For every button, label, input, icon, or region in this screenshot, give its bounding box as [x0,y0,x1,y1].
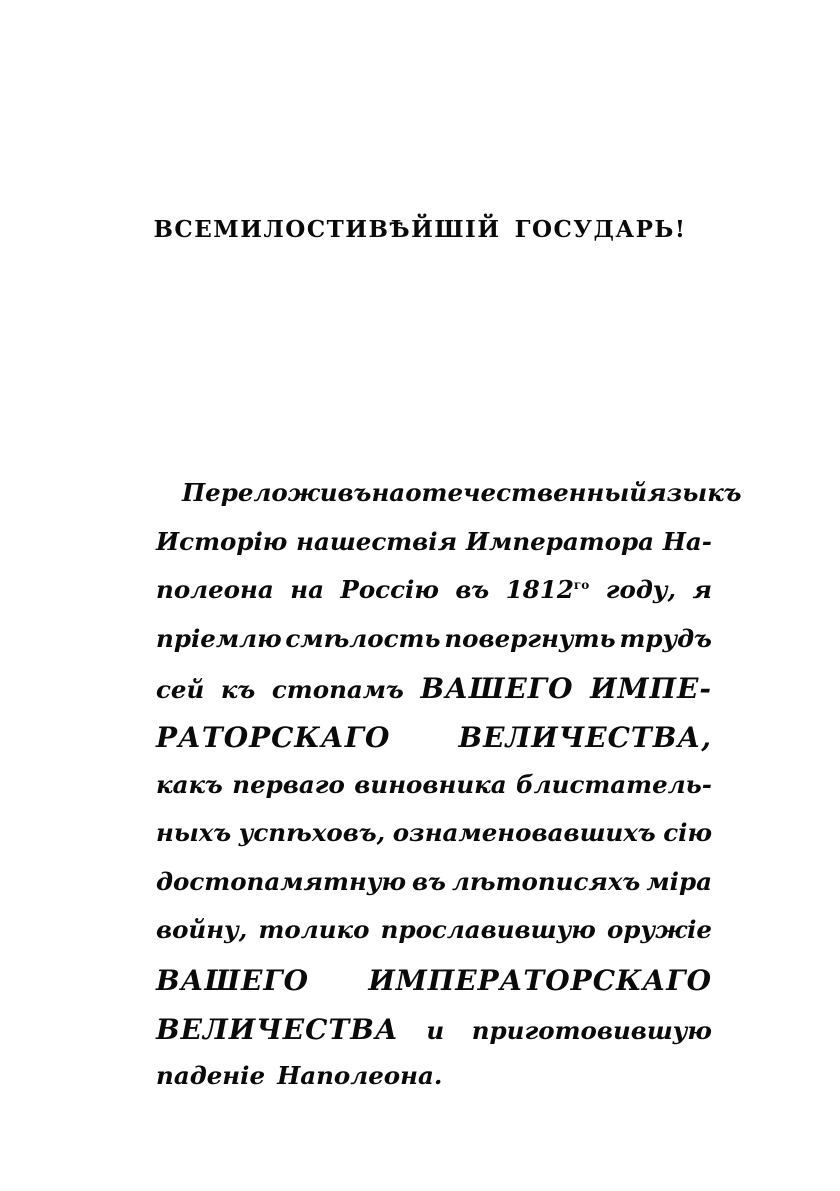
word: Переложивъ [182,478,372,507]
text-line [156,575,712,624]
word: виновника [354,769,507,799]
text-line [156,1061,712,1110]
word: отечественный [405,478,648,507]
word-caps: ВАШЕГО [420,672,574,706]
word-caps: ИМПЕРАТОРСКАГО [368,963,712,997]
word: я [692,575,712,605]
word: нашествія [296,526,458,556]
word: въ [455,575,490,605]
dedication-body [156,478,742,1110]
word: языкъ [647,478,742,507]
text-line [156,527,712,576]
word: и [426,1015,445,1045]
word: сію [663,818,712,848]
word: міра [646,866,712,896]
dedication-heading [0,216,840,243]
text-line [156,721,712,770]
word: пріемлю [156,623,282,653]
word: войну, [156,915,248,945]
word-caps: ВЕЛИЧЕСТВА [156,1012,399,1046]
word: лѣтописяхъ [451,866,641,896]
word: Императора [465,526,654,556]
word: ныхъ [156,818,232,848]
word: къ [220,675,256,705]
text-line [156,624,712,673]
word: блистатель- [516,769,712,799]
heading-address: ВСЕМИЛОСТИВѢЙШІЙ [153,216,501,243]
word: Наполеона. [277,1061,443,1091]
word: трудъ [619,623,712,653]
text-line [156,867,712,916]
word: полеона [156,575,274,605]
word: успѣховъ, [238,818,386,848]
word: толико [258,915,370,945]
text-line [156,964,712,1013]
word-caps: ВЕЛИЧЕСТВА, [458,720,712,754]
text-line [156,818,712,867]
word-caps: ВАШЕГО [156,963,310,997]
word-caps: ИМПЕ- [590,672,712,706]
word: стопамъ [271,675,404,705]
word: на [371,478,406,507]
word: Исторію [156,526,288,556]
word: повергнуть [444,623,616,653]
word: Россію [340,575,439,605]
year-ordinal-suffix: го [573,578,590,593]
word: прославившую [380,915,596,945]
word: приготовившую [471,1015,712,1045]
text-line [156,672,712,721]
word: паденіе [156,1061,266,1091]
word-caps: РАТОРСКАГО [156,720,391,754]
word: какъ [156,769,223,799]
word: достопамятную [156,866,407,896]
word: оружіе [606,915,712,945]
word: на [290,575,324,605]
word: въ [412,866,446,896]
word: году, [605,575,677,605]
word: На- [662,526,712,556]
text-line [156,478,742,527]
word: сей [156,675,205,705]
year-number: 1812 [505,575,574,605]
text-line [156,1013,712,1062]
heading-sovereign: ГОСУДАРЬ! [514,216,687,243]
text-line [156,915,712,964]
year [506,575,590,604]
word: перваго [232,769,345,799]
text-line [156,770,712,819]
word: ознаменовавшихъ [392,818,656,848]
word: смѣлость [285,623,441,653]
